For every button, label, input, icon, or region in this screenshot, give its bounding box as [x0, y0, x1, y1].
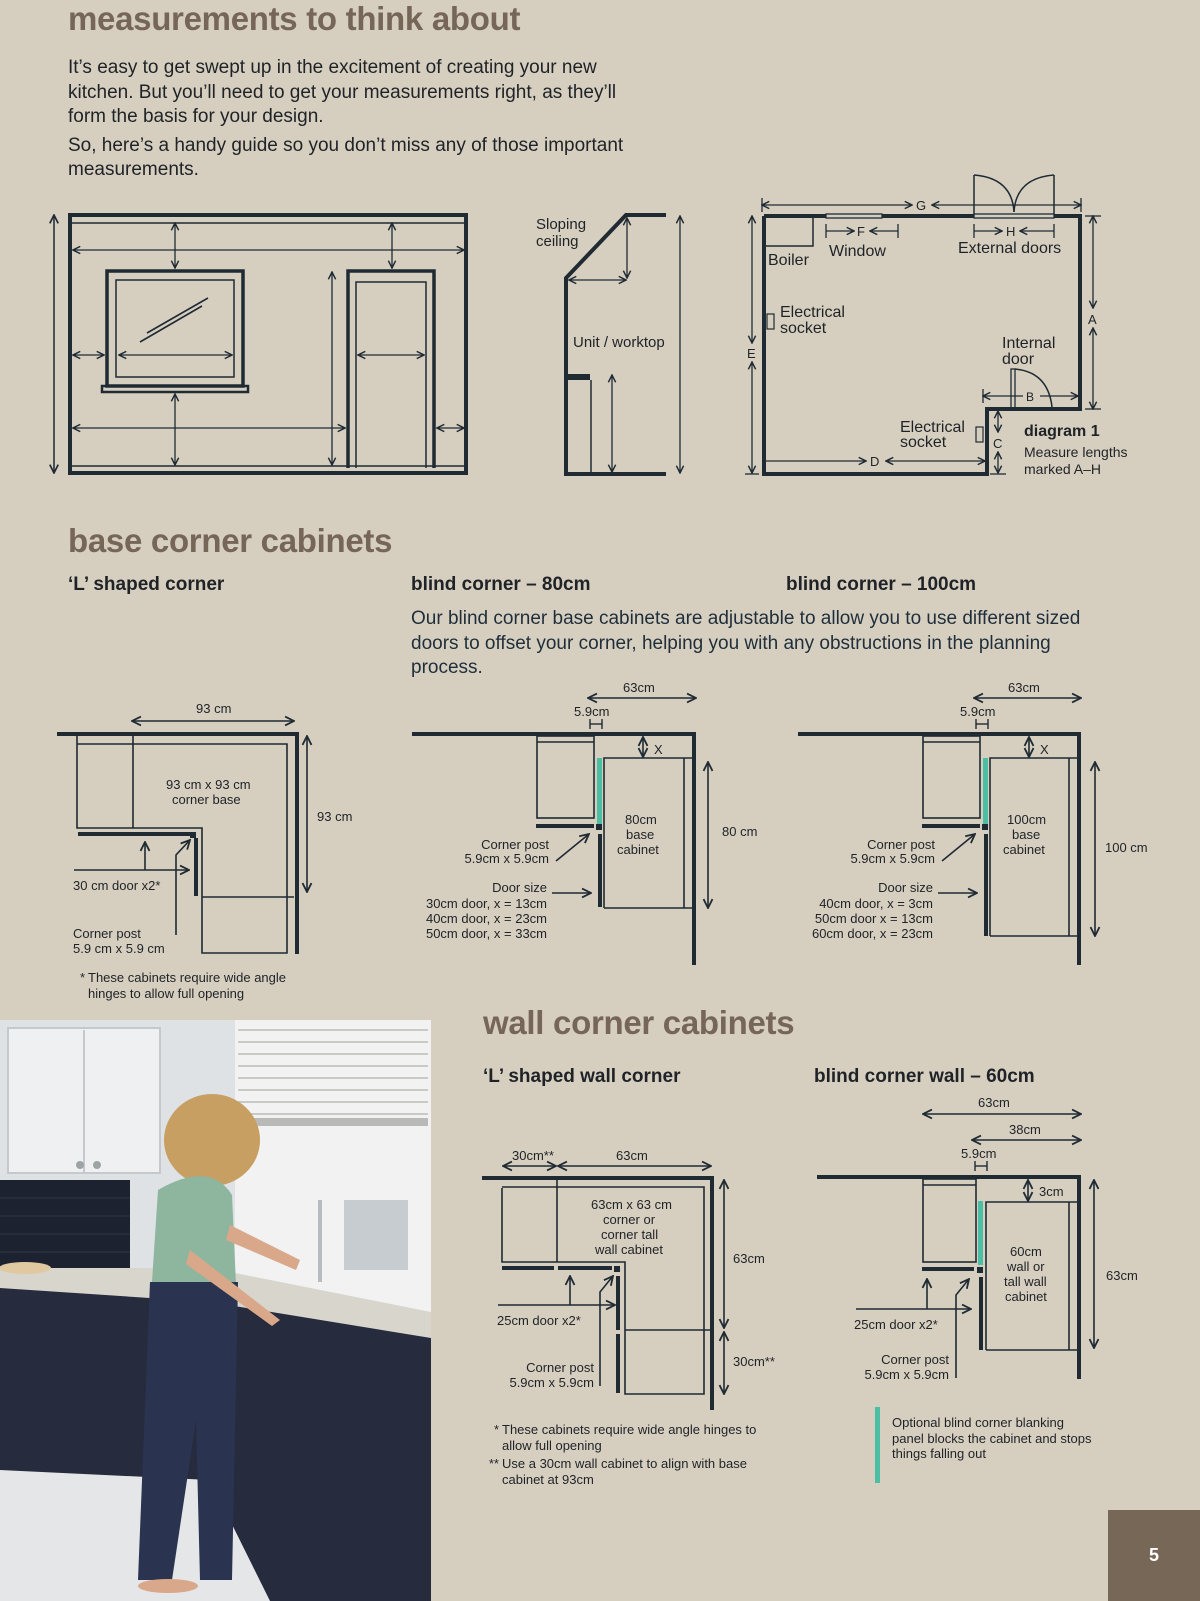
blind80-center-line2: base [626, 827, 655, 842]
blind60-door-label: 25cm door x2* [854, 1317, 938, 1332]
page-number: 5 [1108, 1510, 1200, 1601]
socket-1-label-line2: socket [780, 320, 827, 337]
blind60-post-line1: Corner post [881, 1352, 949, 1367]
l-wall-footnote-1: * These cabinets require wide angle hinges to allow full opening [493, 1422, 757, 1453]
l-wall-footnote-2: ** Use a 30cm wall cabinet to align with base cabinet at 93cm [488, 1456, 747, 1487]
window-label: Window [829, 243, 886, 260]
blind80-door-2: 40cm door, x = 23cm [425, 911, 547, 926]
l-base-post-line2: 5.9 cm x 5.9 cm [73, 941, 165, 956]
blind80-center-line3: cabinet [617, 842, 659, 857]
blind60-center-line2: wall or [1007, 1259, 1045, 1274]
intro-paragraph-1: It’s easy to get swept up in the excitement of creating your new kitchen. But you’ll need to get your measurements right, as they’ll form the basis for your design. [68, 57, 617, 127]
blind80-top-label: 63cm [623, 680, 655, 695]
label-c: C [993, 436, 1003, 451]
base-corner-title: base corner cabinets [68, 522, 393, 559]
blind-corner-description: Our blind corner base cabinets are adjustable to allow you to use different sized doors to offset your corner, helping you with any obstructions in the planning process. [411, 608, 1081, 678]
l-base-post-line1: Corner post [73, 926, 141, 941]
diagram-caption-line1: Measure lengths [1024, 444, 1128, 460]
blind80-post-line2: 5.9cm x 5.9cm [464, 851, 549, 866]
blanking-panel-note [875, 1407, 1195, 1483]
blind60-outer-width: 63cm [978, 1095, 1010, 1110]
label-f: F [857, 224, 865, 239]
l-shaped-corner-heading: ‘L’ shaped corner [68, 574, 225, 595]
intro-paragraph-2: So, here’s a handy guide so you don’t miss any of those important measurements. [68, 134, 624, 180]
l-shaped-wall-corner-heading: ‘L’ shaped wall corner [483, 1066, 681, 1087]
blind100-top-label: 63cm [1008, 680, 1040, 695]
blind100-height-label: 100 cm [1105, 840, 1148, 855]
blind60-post-line2: 5.9cm x 5.9cm [864, 1367, 949, 1382]
blind100-door-3: 60cm door, x = 23cm [811, 926, 933, 941]
blind100-center-line3: cabinet [1003, 842, 1045, 857]
ceiling-label: ceiling [536, 233, 579, 250]
unit-worktop-label: Unit / worktop [573, 334, 665, 351]
blind100-door-heading: Door size [878, 880, 933, 895]
blind80-post-width: 5.9cm [574, 704, 610, 719]
socket-2-label-line1: Electrical [900, 419, 965, 436]
blind100-center-line1: 100cm [1007, 812, 1047, 827]
blind60-post-width: 5.9cm [961, 1146, 997, 1161]
label-d: D [870, 454, 880, 469]
label-b: B [1026, 390, 1035, 404]
blind100-door-1: 40cm door, x = 3cm [819, 896, 933, 911]
blind80-x-label: X [654, 742, 663, 757]
accent-bar [875, 1407, 880, 1483]
blind80-door-1: 30cm door, x = 13cm [425, 896, 547, 911]
blind80-height-label: 80 cm [722, 824, 758, 839]
blind100-center-line2: base [1012, 827, 1041, 842]
blind60-center-line4: cabinet [1005, 1289, 1047, 1304]
blind80-door-heading: Door size [492, 880, 547, 895]
boiler-label: Boiler [768, 252, 809, 269]
l-wall-center-line1: 63cm x 63 cm [591, 1197, 672, 1212]
l-wall-center-line3: corner tall [601, 1227, 659, 1242]
measurements-title: measurements to think about [68, 0, 521, 37]
l-wall-height-label: 63cm [733, 1251, 765, 1266]
l-wall-post-line1: Corner post [526, 1360, 594, 1375]
socket-2-label-line2: socket [900, 434, 947, 451]
l-base-center-line1: 93 cm x 93 cm [166, 777, 251, 792]
l-base-width-label: 93 cm [196, 701, 232, 716]
l-base-center-line2: corner base [172, 792, 241, 807]
l-wall-lower-label: 30cm** [733, 1354, 775, 1369]
socket-1-label-line1: Electrical [780, 304, 845, 321]
l-wall-post-line2: 5.9cm x 5.9cm [509, 1375, 594, 1390]
wall-corner-title: wall corner cabinets [483, 1004, 795, 1041]
blind100-x-label: X [1040, 742, 1049, 757]
blind60-height-label: 63cm [1106, 1268, 1138, 1283]
l-wall-top-width: 63cm [616, 1148, 648, 1163]
blind60-gap-label: 3cm [1039, 1184, 1064, 1199]
internal-door-label-line1: Internal [1002, 335, 1056, 352]
l-wall-center-line4: wall cabinet [595, 1242, 663, 1257]
label-h: H [1006, 224, 1016, 239]
label-a: A [1088, 312, 1097, 327]
l-wall-door-label: 25cm door x2* [497, 1313, 581, 1328]
blind60-inner-width: 38cm [1009, 1122, 1041, 1137]
label-e: E [747, 346, 756, 361]
blind100-post-line2: 5.9cm x 5.9cm [850, 851, 935, 866]
blind60-center-line3: tall wall [1004, 1274, 1047, 1289]
blind80-post-line1: Corner post [481, 837, 549, 852]
l-base-footnote: * These cabinets require wide angle hinges to allow full opening [79, 970, 287, 1001]
label-g: G [916, 198, 927, 213]
blind100-door-2: 50cm door x = 13cm [814, 911, 933, 926]
blind-corner-wall-60-heading: blind corner wall – 60cm [814, 1066, 1035, 1087]
blind80-door-3: 50cm door, x = 33cm [425, 926, 547, 941]
internal-door-label-line2: door [1002, 351, 1035, 368]
blind-corner-100-heading: blind corner – 100cm [786, 574, 977, 595]
blind-corner-80-heading: blind corner – 80cm [411, 574, 591, 595]
blind100-post-width: 5.9cm [960, 704, 996, 719]
diagram-caption-title: diagram 1 [1024, 423, 1100, 440]
blind60-center-line1: 60cm [1010, 1244, 1042, 1259]
l-wall-center-line2: corner or [603, 1212, 656, 1227]
external-doors-label: External doors [958, 240, 1062, 257]
l-wall-left-width: 30cm** [512, 1148, 554, 1163]
blind80-center-line1: 80cm [625, 812, 657, 827]
blanking-panel-text: Optional blind corner blanking panel blocks the cabinet and stops things falling out [892, 1415, 1092, 1461]
l-base-door-label: 30 cm door x2* [73, 878, 161, 893]
l-base-height-label: 93 cm [317, 809, 353, 824]
diagram-caption-line2: marked A–H [1024, 461, 1102, 477]
blind100-post-line1: Corner post [867, 837, 935, 852]
sloping-label: Sloping [536, 216, 587, 233]
